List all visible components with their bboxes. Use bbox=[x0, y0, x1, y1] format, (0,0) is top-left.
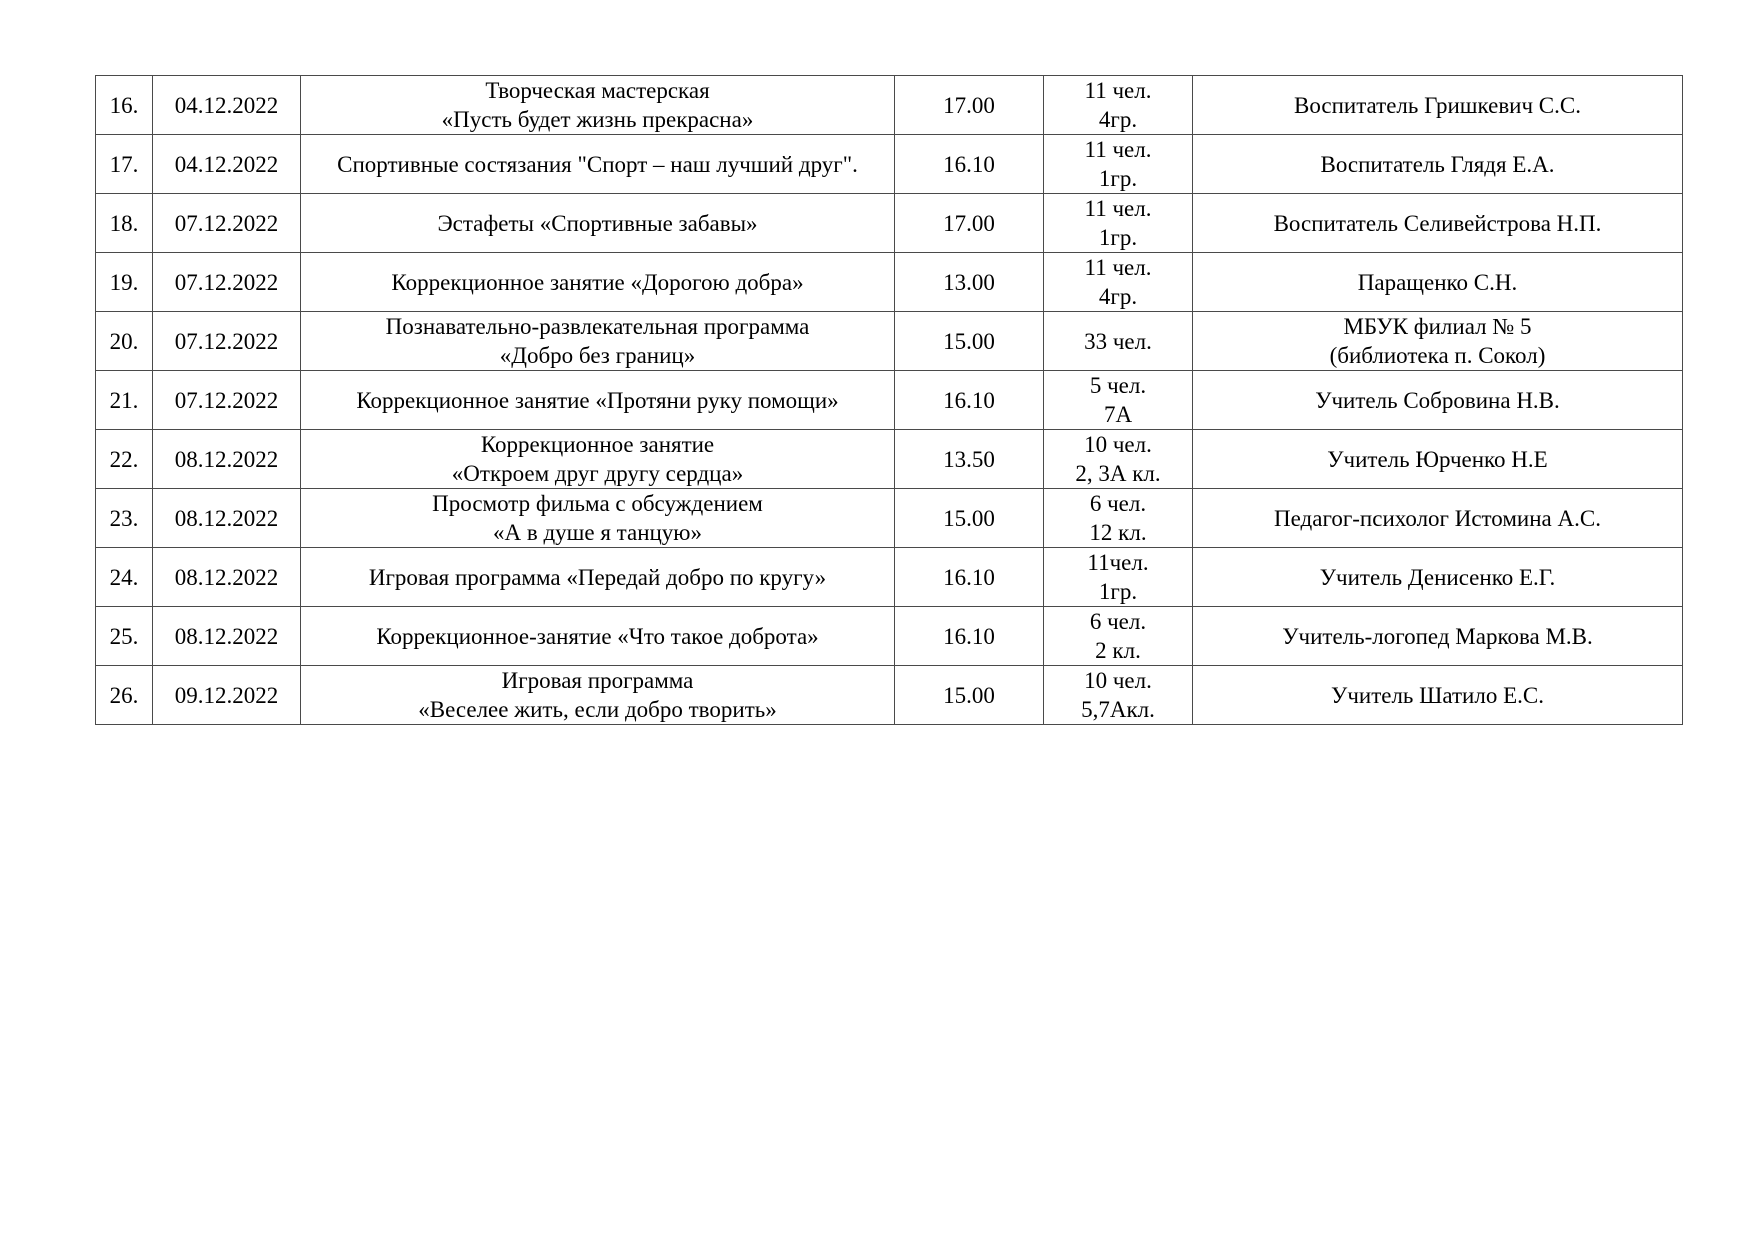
event-title-cell: Коррекционное занятие «Протяни руку помощи» bbox=[301, 371, 895, 430]
time-cell: 16.10 bbox=[895, 607, 1044, 666]
event-title-cell: Просмотр фильма с обсуждением «А в душе я танцую» bbox=[301, 489, 895, 548]
participants-cell: 33 чел. bbox=[1044, 312, 1193, 371]
event-title-cell: Коррекционное занятие «Откроем друг другу сердца» bbox=[301, 430, 895, 489]
participants-cell: 10 чел. 2, 3А кл. bbox=[1044, 430, 1193, 489]
event-title-cell: Познавательно-развлекательная программа «Добро без границ» bbox=[301, 312, 895, 371]
table-row bbox=[96, 135, 1683, 194]
participants-cell: 5 чел. 7А bbox=[1044, 371, 1193, 430]
participants-cell: 6 чел. 12 кл. bbox=[1044, 489, 1193, 548]
responsible-cell: Учитель Собровина Н.В. bbox=[1193, 371, 1683, 430]
time-cell: 13.00 bbox=[895, 253, 1044, 312]
event-title-cell: Спортивные состязания "Спорт – наш лучший друг". bbox=[301, 135, 895, 194]
table-row bbox=[96, 489, 1683, 548]
responsible-cell: Учитель Юрченко Н.Е bbox=[1193, 430, 1683, 489]
table-row bbox=[96, 194, 1683, 253]
responsible-cell: МБУК филиал № 5 (библиотека п. Сокол) bbox=[1193, 312, 1683, 371]
row-number-cell: 21. bbox=[96, 371, 153, 430]
row-number-cell: 17. bbox=[96, 135, 153, 194]
time-cell: 13.50 bbox=[895, 430, 1044, 489]
date-cell: 08.12.2022 bbox=[153, 548, 301, 607]
date-cell: 08.12.2022 bbox=[153, 430, 301, 489]
participants-cell: 11 чел. 1гр. bbox=[1044, 194, 1193, 253]
event-title-cell: Коррекционное занятие «Дорогою добра» bbox=[301, 253, 895, 312]
table-row bbox=[96, 607, 1683, 666]
event-title-cell: Творческая мастерская «Пусть будет жизнь прекрасна» bbox=[301, 76, 895, 135]
row-number-cell: 20. bbox=[96, 312, 153, 371]
event-title-cell: Коррекционное-занятие «Что такое доброта» bbox=[301, 607, 895, 666]
event-title-cell: Эстафеты «Спортивные забавы» bbox=[301, 194, 895, 253]
row-number-cell: 19. bbox=[96, 253, 153, 312]
row-number-cell: 16. bbox=[96, 76, 153, 135]
participants-cell: 11 чел. 4гр. bbox=[1044, 76, 1193, 135]
responsible-cell: Воспитатель Гришкевич С.С. bbox=[1193, 76, 1683, 135]
date-cell: 04.12.2022 bbox=[153, 76, 301, 135]
responsible-cell: Учитель-логопед Маркова М.В. bbox=[1193, 607, 1683, 666]
event-title-cell: Игровая программа «Веселее жить, если добро творить» bbox=[301, 666, 895, 725]
time-cell: 16.10 bbox=[895, 135, 1044, 194]
date-cell: 07.12.2022 bbox=[153, 253, 301, 312]
time-cell: 16.10 bbox=[895, 548, 1044, 607]
table-row bbox=[96, 371, 1683, 430]
time-cell: 15.00 bbox=[895, 666, 1044, 725]
time-cell: 17.00 bbox=[895, 194, 1044, 253]
date-cell: 08.12.2022 bbox=[153, 607, 301, 666]
row-number-cell: 22. bbox=[96, 430, 153, 489]
time-cell: 17.00 bbox=[895, 76, 1044, 135]
date-cell: 07.12.2022 bbox=[153, 194, 301, 253]
responsible-cell: Паращенко С.Н. bbox=[1193, 253, 1683, 312]
schedule-table-body bbox=[96, 76, 1683, 725]
participants-cell: 10 чел. 5,7Акл. bbox=[1044, 666, 1193, 725]
table-row bbox=[96, 253, 1683, 312]
table-row bbox=[96, 76, 1683, 135]
date-cell: 04.12.2022 bbox=[153, 135, 301, 194]
row-number-cell: 26. bbox=[96, 666, 153, 725]
participants-cell: 11чел. 1гр. bbox=[1044, 548, 1193, 607]
date-cell: 09.12.2022 bbox=[153, 666, 301, 725]
event-title-cell: Игровая программа «Передай добро по кругу» bbox=[301, 548, 895, 607]
responsible-cell: Учитель Денисенко Е.Г. bbox=[1193, 548, 1683, 607]
row-number-cell: 25. bbox=[96, 607, 153, 666]
participants-cell: 6 чел. 2 кл. bbox=[1044, 607, 1193, 666]
table-row bbox=[96, 548, 1683, 607]
responsible-cell: Воспитатель Глядя Е.А. bbox=[1193, 135, 1683, 194]
date-cell: 07.12.2022 bbox=[153, 312, 301, 371]
time-cell: 15.00 bbox=[895, 489, 1044, 548]
row-number-cell: 24. bbox=[96, 548, 153, 607]
responsible-cell: Педагог-психолог Истомина А.С. bbox=[1193, 489, 1683, 548]
time-cell: 16.10 bbox=[895, 371, 1044, 430]
row-number-cell: 23. bbox=[96, 489, 153, 548]
table-row bbox=[96, 430, 1683, 489]
participants-cell: 11 чел. 1гр. bbox=[1044, 135, 1193, 194]
participants-cell: 11 чел. 4гр. bbox=[1044, 253, 1193, 312]
row-number-cell: 18. bbox=[96, 194, 153, 253]
responsible-cell: Воспитатель Селивейстрова Н.П. bbox=[1193, 194, 1683, 253]
date-cell: 07.12.2022 bbox=[153, 371, 301, 430]
responsible-cell: Учитель Шатило Е.С. bbox=[1193, 666, 1683, 725]
table-row bbox=[96, 312, 1683, 371]
table-row bbox=[96, 666, 1683, 725]
schedule-table bbox=[95, 75, 1683, 725]
date-cell: 08.12.2022 bbox=[153, 489, 301, 548]
time-cell: 15.00 bbox=[895, 312, 1044, 371]
